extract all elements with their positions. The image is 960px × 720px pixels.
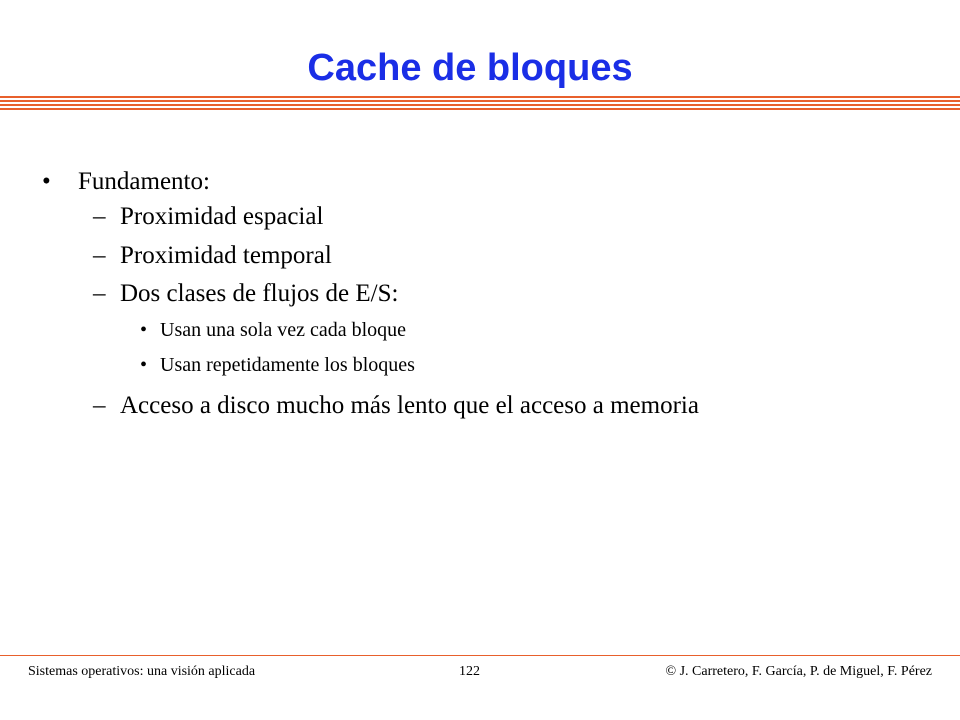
dash-marker: –: [93, 242, 106, 269]
bullet-marker: •: [140, 319, 148, 341]
footer-divider: [0, 655, 960, 656]
bullet-text: Fundamento:: [78, 168, 210, 195]
dash-marker: –: [93, 280, 106, 307]
bullet-text: Usan repetidamente los bloques: [160, 354, 415, 376]
bullet-text: Proximidad espacial: [120, 203, 324, 230]
bullet-text: Dos clases de flujos de E/S:: [120, 280, 399, 307]
bullet-marker: •: [42, 168, 51, 195]
footer-book-title: Sistemas operativos: una visión aplicada: [28, 664, 256, 679]
dash-marker: –: [93, 392, 106, 419]
bullet-text: Usan una sola vez cada bloque: [160, 319, 407, 341]
bullet-text: Acceso a disco mucho más lento que el acceso a memoria: [120, 392, 699, 419]
footer-copyright: © J. Carretero, F. García, P. de Miguel, F. Pérez: [665, 664, 932, 679]
bullet-marker: •: [140, 354, 148, 376]
slide-title: Cache de bloques: [307, 47, 633, 89]
dash-marker: –: [93, 203, 106, 230]
page-number: 122: [459, 664, 480, 679]
title-divider: [0, 96, 960, 110]
bullet-text: Proximidad temporal: [120, 242, 332, 269]
